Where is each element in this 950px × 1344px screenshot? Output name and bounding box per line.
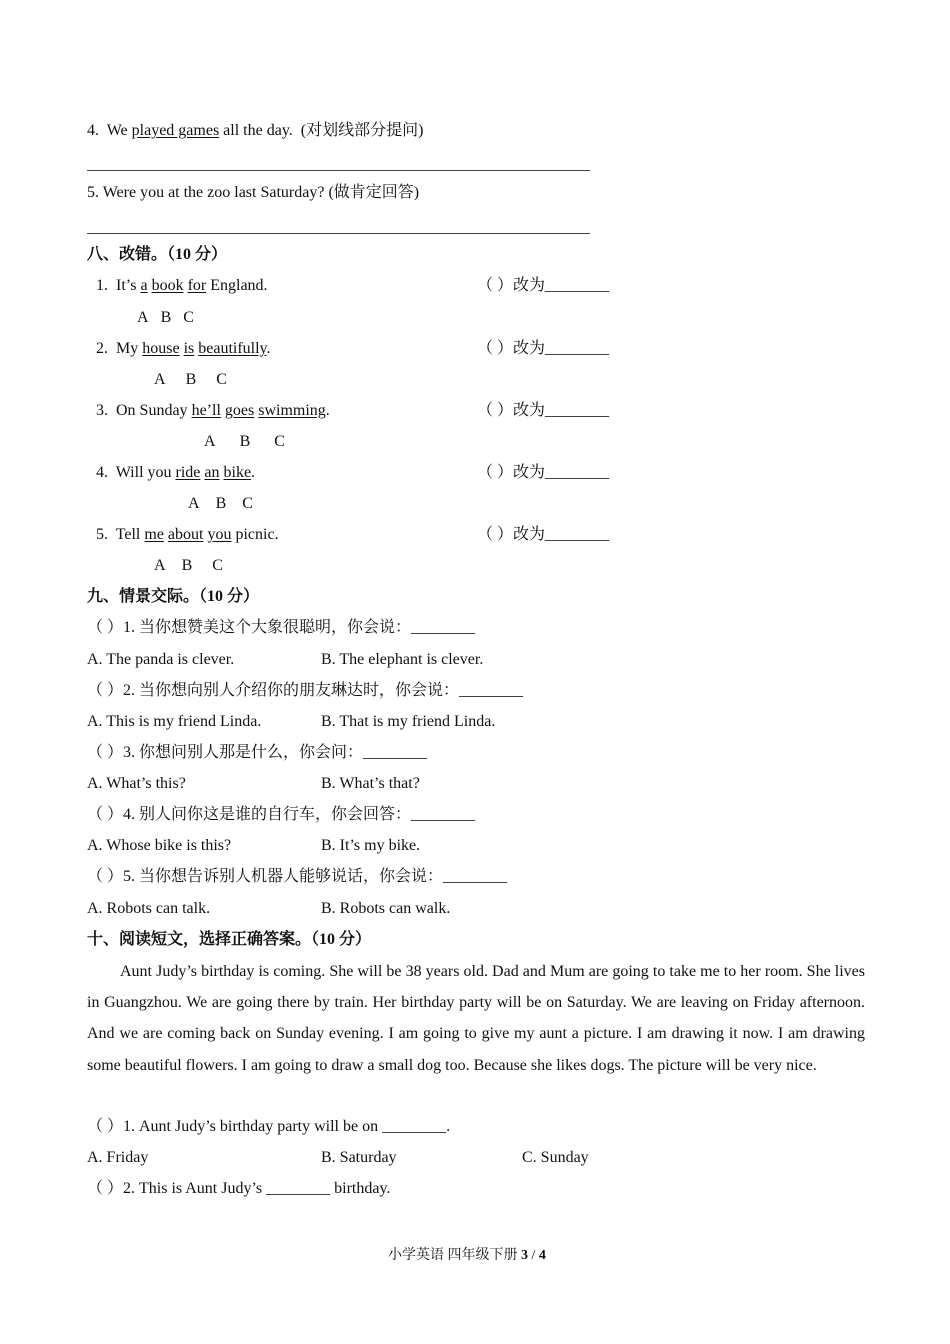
situation-question[interactable]: （ ）3. 你想问别人那是什么，你会问：________	[87, 744, 428, 761]
option-labels: A B C	[204, 433, 285, 450]
situation-question[interactable]: （ ）4. 别人问你这是谁的自行车，你会回答：________	[87, 806, 476, 823]
section-heading: 九、情景交际。（10 分）	[87, 588, 260, 605]
sec8-q2: 2. My house is beautifully.	[96, 340, 271, 357]
answer-line[interactable]	[87, 170, 590, 171]
option-b: B. Robots can walk.	[321, 900, 451, 917]
answer-line[interactable]	[87, 233, 590, 234]
correction-blank[interactable]: （ ）改为________	[477, 402, 610, 419]
section-heading: 八、改错。（10 分）	[87, 246, 228, 263]
reading-question[interactable]: （ ）2. This is Aunt Judy’s ________ birthday.	[87, 1180, 391, 1197]
situation-question[interactable]: （ ）1. 当你想赞美这个大象很聪明，你会说：________	[87, 619, 476, 636]
sec8-q4: 4. Will you ride an bike.	[96, 464, 256, 481]
option-b: B. What’s that?	[321, 775, 420, 792]
option-a: A. This is my friend Linda.	[87, 713, 262, 730]
option-labels: A B C	[154, 371, 227, 388]
situation-question[interactable]: （ ）5. 当你想告诉别人机器人能够说话，你会说：________	[87, 868, 508, 885]
reading-question[interactable]: （ ）1. Aunt Judy’s birthday party will be on ________.	[87, 1118, 451, 1135]
underlined-phrase: played games	[131, 122, 220, 139]
sec7-q4: 4. We played games all the day. (对划线部分提问)	[87, 122, 424, 139]
option-c: C. Sunday	[522, 1149, 589, 1166]
page-footer: 小学英语 四年级下册 3 / 4	[388, 1248, 546, 1263]
correction-blank[interactable]: （ ）改为________	[477, 277, 610, 294]
sec7-q5: 5. Were you at the zoo last Saturday? (做肯定回答)	[87, 184, 420, 201]
reading-passage: Aunt Judy’s birthday is coming. She will be 38 years old. Dad and Mum are going to take me to her room. She lives in Guangzhou. We are going there by train. Her birthday party will be on Saturday. We are leaving on Friday afternoon. And we are coming back on Sunday evening. I am going to give my aunt a picture. I am drawing it now. I am drawing some beautiful flowers. I am going to draw a small dog too. Because she likes dogs. The picture will be very nice.	[87, 963, 865, 1074]
option-labels: A B C	[188, 495, 253, 512]
sec8-q1: 1. It’s a book for England.	[96, 277, 268, 294]
option-a: A. The panda is clever.	[87, 651, 235, 668]
option-a: A. Whose bike is this?	[87, 837, 232, 854]
sec8-q3: 3. On Sunday he’ll goes swimming.	[96, 402, 330, 419]
option-a: A. Friday	[87, 1149, 149, 1166]
correction-blank[interactable]: （ ）改为________	[477, 340, 610, 357]
option-a: A. Robots can talk.	[87, 900, 211, 917]
option-b: B. That is my friend Linda.	[321, 713, 496, 730]
correction-blank[interactable]: （ ）改为________	[477, 464, 610, 481]
option-a: A. What’s this?	[87, 775, 186, 792]
option-b: B. It’s my bike.	[321, 837, 421, 854]
option-b: B. Saturday	[321, 1149, 397, 1166]
page-number: 3	[521, 1248, 528, 1263]
section-heading: 十、阅读短文，选择正确答案。（10 分）	[87, 931, 372, 948]
correction-blank[interactable]: （ ）改为________	[477, 526, 610, 543]
option-labels: A B C	[137, 309, 194, 326]
page-total: 4	[538, 1248, 546, 1263]
option-b: B. The elephant is clever.	[321, 651, 484, 668]
option-labels: A B C	[154, 557, 223, 574]
sec8-q5: 5. Tell me about you picnic.	[96, 526, 279, 543]
situation-question[interactable]: （ ）2. 当你想向别人介绍你的朋友琳达时，你会说：________	[87, 682, 524, 699]
